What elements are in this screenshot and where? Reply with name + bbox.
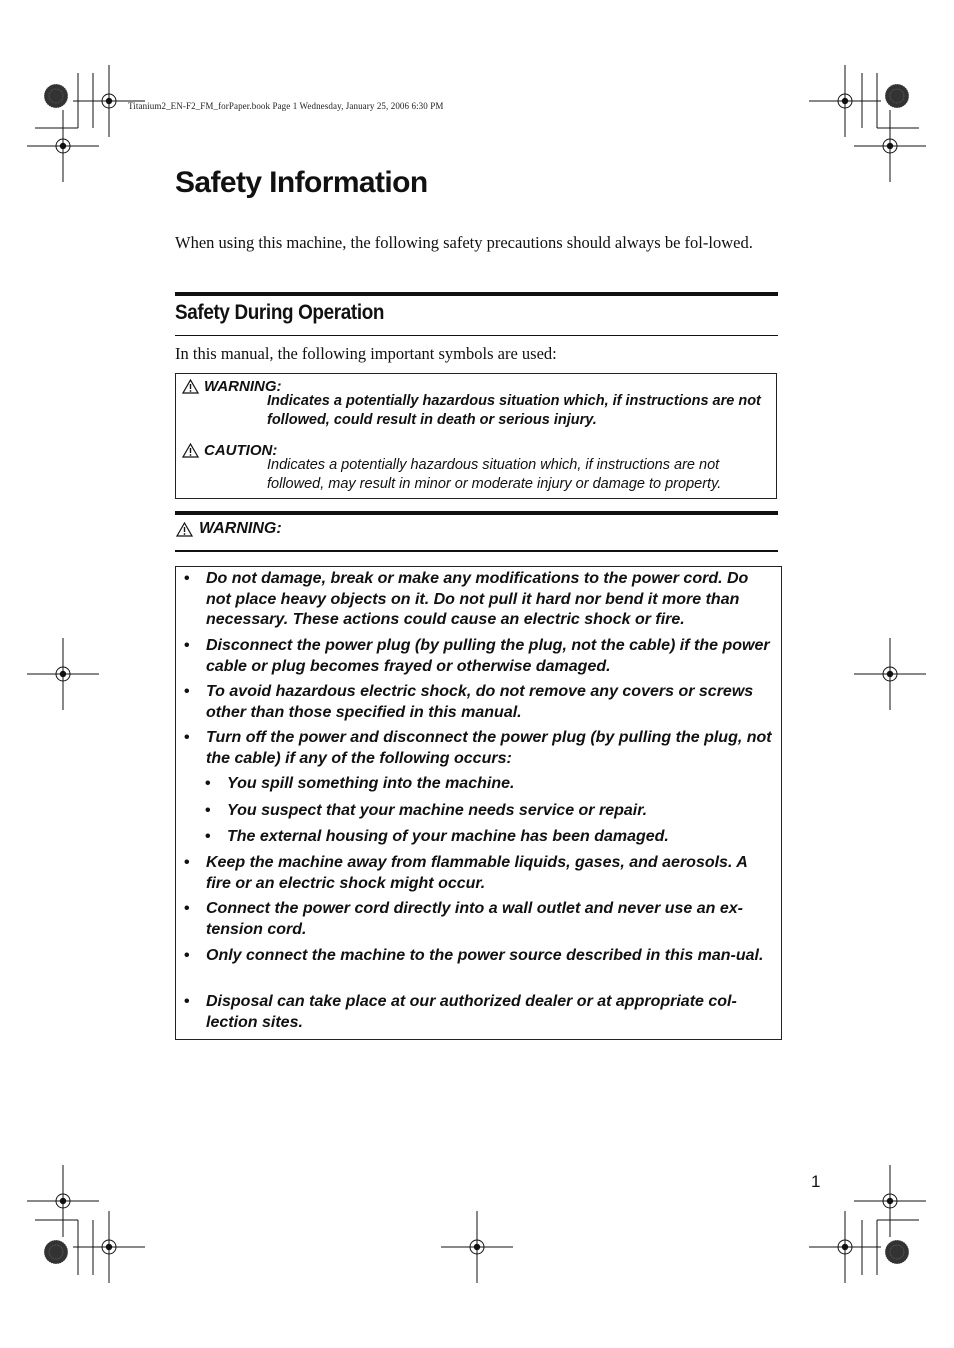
crop-mark-middle-right [854, 638, 926, 710]
bullet: • [184, 637, 190, 654]
caution-triangle-icon [182, 443, 199, 458]
bullet: • [184, 993, 190, 1010]
legend-caution-description: Indicates a potentially hazardous situation which, if instructions are not followed, may result in minor or moderate injury or damage to property. [267, 457, 722, 492]
warning-rule-bottom [175, 550, 778, 552]
list-item-text: Connect the power cord directly into a wall outlet and never use an ex-tension cord. [206, 900, 743, 938]
bullet: • [184, 683, 190, 700]
list-item-text: Disconnect the power plug (by pulling the plug, not the cable) if the power cable or plug becomes frayed or otherwise damaged. [206, 637, 770, 675]
symbol-legend-box [175, 373, 777, 499]
legend-caution-label [182, 442, 277, 459]
legend-warning-description: Indicates a potentially hazardous situation which, if instructions are not followed, could result in death or serious injury. [267, 393, 761, 428]
section-heading: Safety During Operation [175, 301, 385, 324]
list-item-text: Disposal can take place at our authorized dealer or at appropriate col-lection sites. [206, 993, 737, 1031]
bullet: • [184, 947, 190, 964]
legend-caution-text-label: CAUTION: [204, 442, 278, 459]
legend-warning-text-label: WARNING: [204, 378, 282, 395]
bullet: • [205, 828, 211, 845]
sub-list-item-text: The external housing of your machine has been damaged. [227, 828, 669, 845]
crop-mark-bottom-left [27, 1165, 145, 1283]
list-item-text: Keep the machine away from flammable liquids, gases, and aerosols. A fire or an electric shock might occur. [206, 854, 748, 892]
sub-list-item-text: You suspect that your machine needs service or repair. [227, 802, 648, 819]
warning-list-box [175, 566, 782, 1040]
bullet: • [184, 900, 190, 917]
section-rule-bottom [175, 335, 778, 336]
crop-mark-top-right [809, 65, 926, 182]
print-header: Titanium2_EN-F2_FM_forPaper.book Page 1 Wednesday, January 25, 2006 6:30 PM [128, 101, 444, 111]
crop-mark-top-left [27, 65, 145, 182]
warning-triangle-icon [182, 379, 199, 394]
list-item-text: Turn off the power and disconnect the power plug (by pulling the plug, not the cable) if any of the following occurs: [206, 729, 772, 767]
list-item-text: To avoid hazardous electric shock, do not remove any covers or screws other than those specified in this manual. [206, 683, 754, 721]
bullet: • [184, 729, 190, 746]
warning-triangle-icon [176, 522, 193, 537]
page-title: Safety Information [175, 166, 428, 199]
bullet: • [205, 802, 211, 819]
symbols-intro: In this manual, the following important symbols are used: [175, 344, 557, 363]
bullet: • [205, 775, 211, 792]
warning-rule-top [175, 511, 778, 515]
crop-mark-bottom-right [809, 1165, 926, 1283]
crop-mark-middle-left [27, 638, 99, 710]
warning-heading-label: WARNING: [199, 520, 282, 537]
section-rule-top [175, 292, 778, 296]
intro-paragraph: When using this machine, the following safety precautions should always be fol-lowed. [175, 233, 753, 252]
page-number: 1 [811, 1172, 821, 1191]
list-item-text: Only connect the machine to the power source described in this man-ual. [206, 947, 764, 964]
bullet: • [184, 854, 190, 871]
sub-list-item-text: You spill something into the machine. [227, 775, 515, 792]
list-item-text: Do not damage, break or make any modifications to the power cord. Do not place heavy objects on it. Do not pull it hard nor bend it more than necessary. These actions could cause an electric shock or fire. [206, 570, 749, 628]
bullet: • [184, 570, 190, 587]
warning-heading [176, 520, 282, 538]
crop-mark-bottom-center [441, 1211, 513, 1283]
